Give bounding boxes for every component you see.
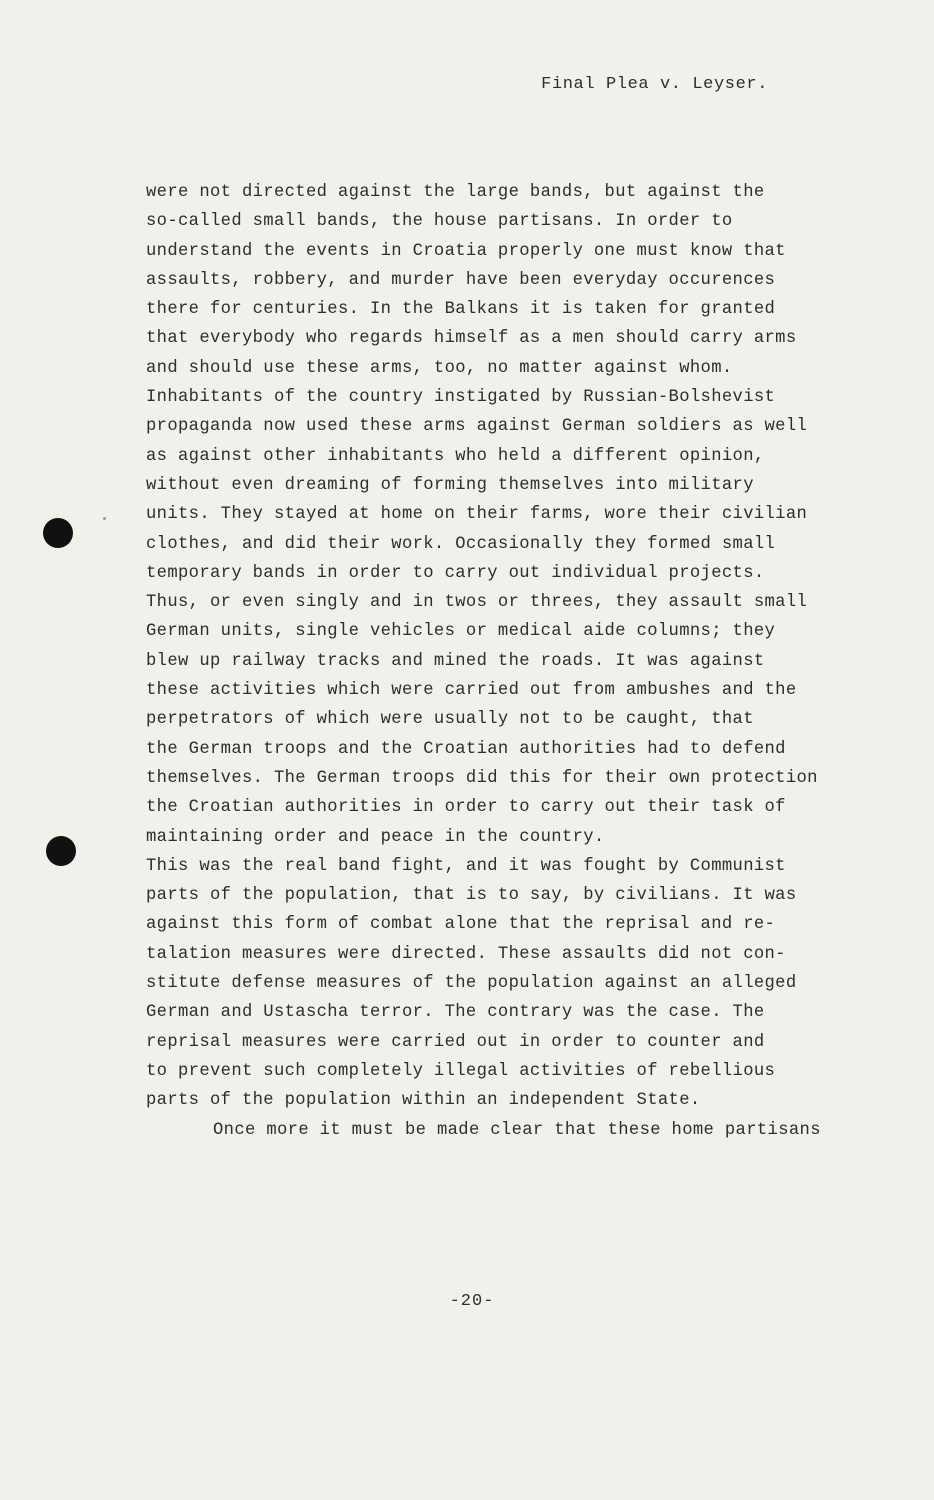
text-line: these activities which were carried out from ambushes and the [146, 681, 797, 701]
paper-speck [103, 517, 106, 520]
text-line: temporary bands in order to carry out individual projects. [146, 563, 765, 583]
paragraph-start-line: Once more it must be made clear that these home partisans [213, 1120, 821, 1140]
text-line: and should use these arms, too, no matter against whom. [146, 358, 733, 378]
text-line: understand the events in Croatia properly one must know that [146, 241, 786, 261]
text-line: German units, single vehicles or medical aide columns; they [146, 622, 776, 642]
punch-hole-top [43, 518, 73, 548]
text-line: there for centuries. In the Balkans it is taken for granted [146, 300, 776, 320]
text-line: that everybody who regards himself as a men should carry arms [146, 329, 797, 349]
text-line: parts of the population, that is to say, by civilians. It was [146, 886, 797, 906]
text-line: as against other inhabitants who held a different opinion, [146, 446, 765, 466]
text-line: reprisal measures were carried out in order to counter and [146, 1032, 765, 1052]
text-line: against this form of combat alone that the reprisal and re- [146, 915, 776, 935]
text-line: Inhabitants of the country instigated by Russian-Bolshevist [146, 388, 776, 408]
text-line: themselves. The German troops did this for their own protection [146, 768, 818, 788]
text-line: blew up railway tracks and mined the roads. It was against [146, 651, 765, 671]
text-line: talation measures were directed. These assaults did not con- [146, 944, 786, 964]
text-line: Thus, or even singly and in twos or threes, they assault small [146, 593, 808, 613]
text-line: to prevent such completely illegal activities of rebellious [146, 1061, 776, 1081]
text-line: perpetrators of which were usually not to be caught, that [146, 710, 754, 730]
text-line: were not directed against the large bands, but against the [146, 183, 765, 202]
text-line: units. They stayed at home on their farms, wore their civilian [146, 505, 808, 525]
document-body [146, 178, 886, 1145]
text-line: stitute defense measures of the population against an alleged [146, 974, 797, 994]
text-line: maintaining order and peace in the country. [146, 827, 605, 847]
text-line: propaganda now used these arms against German soldiers as well [146, 417, 808, 437]
document-header: Final Plea v. Leyser. [541, 75, 768, 94]
punch-hole-bottom [46, 836, 76, 866]
text-line: the Croatian authorities in order to carry out their task of [146, 798, 786, 818]
text-line: clothes, and did their work. Occasionally they formed small [146, 534, 776, 554]
text-line: the German troops and the Croatian authorities had to defend [146, 739, 786, 759]
text-line: so-called small bands, the house partisans. In order to [146, 212, 733, 232]
text-line: parts of the population within an independent State. [146, 1091, 701, 1111]
text-line: without even dreaming of forming themselves into military [146, 475, 754, 495]
page-number: -20- [449, 1292, 495, 1311]
text-line: German and Ustascha terror. The contrary was the case. The [146, 1003, 765, 1023]
text-line: assaults, robbery, and murder have been everyday occurences [146, 270, 776, 290]
text-line: This was the real band fight, and it was fought by Communist [146, 856, 786, 876]
